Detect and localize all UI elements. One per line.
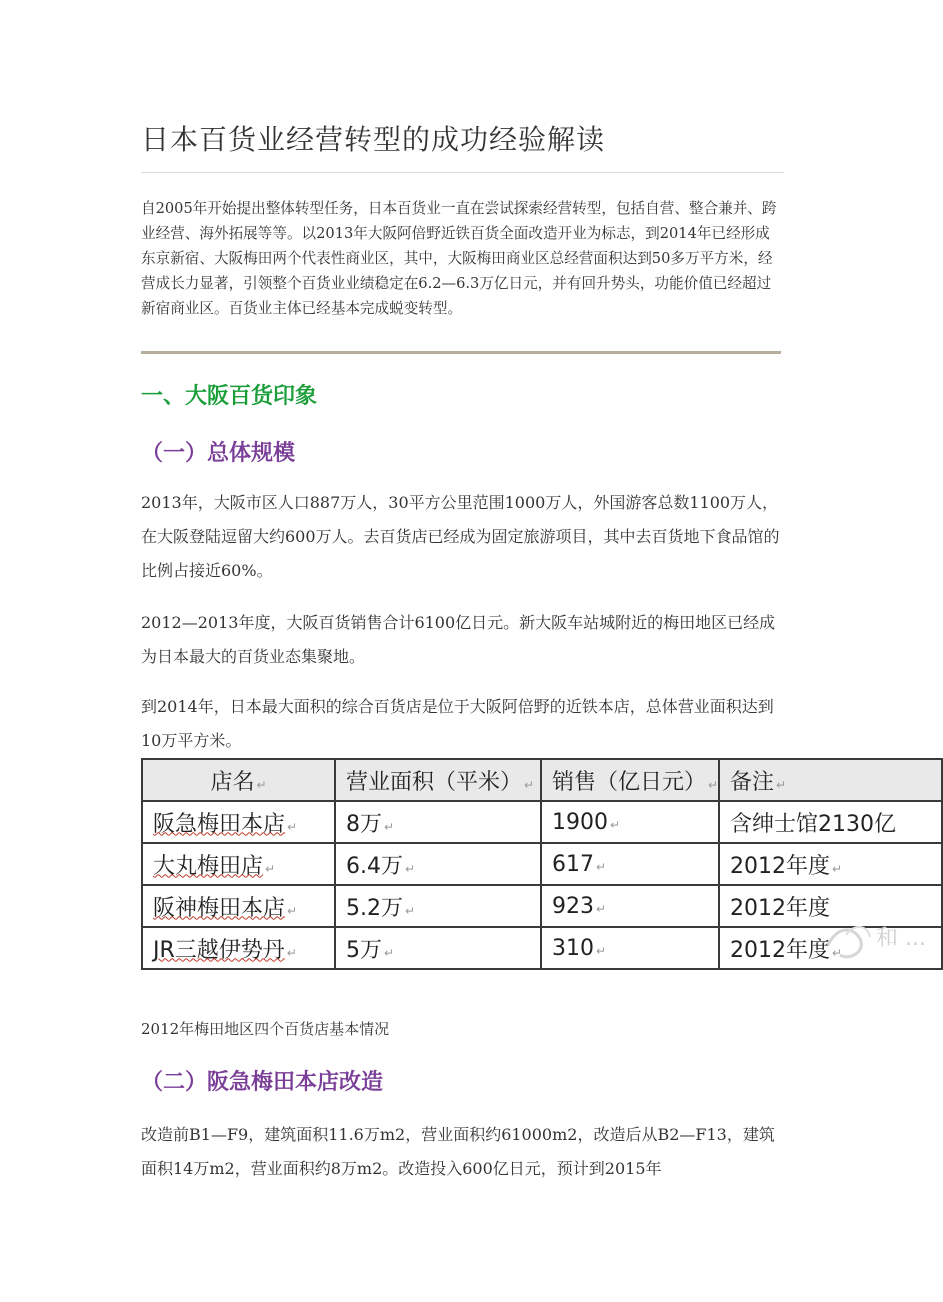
cell-store-name: 大丸梅田店 ↵ (142, 843, 335, 885)
cell-sales: 1900 ↵ (541, 801, 719, 843)
header-cell-remarks: 备注 ↵ (719, 759, 942, 801)
cell-remarks: 2012年度 (719, 885, 942, 927)
watermark-text: 和 ... (876, 926, 926, 951)
paragraph-sales: 2012—2013年度，大阪百货销售合计6100亿日元。新大阪车站城附近的梅田地区已经成为日本最大的百货业态集聚地。 (141, 613, 776, 666)
cell-floor-area: 5.2万 ↵ (335, 885, 541, 927)
cell-floor-area: 5万 ↵ (335, 927, 541, 969)
paragraph-renovation: 改造前B1—F9，建筑面积11.6万m2，营业面积约61000m2，改造后从B2—F13，建筑面积14万m2，营业面积约8万m2。改造投入600亿日元，预计到2015年 (141, 1125, 775, 1178)
header-cell-store-name: 店名 ↵ (142, 759, 335, 801)
paragraph-largest-store: 到2014年，日本最大面积的综合百货店是位于大阪阿倍野的近铁本店，总体营业面积达到10万平方米。 (141, 697, 774, 750)
cell-floor-area: 8万 ↵ (335, 801, 541, 843)
table-row (142, 843, 942, 885)
table-caption: 2012年梅田地区四个百货店基本情况 (141, 1020, 390, 1038)
table-header-row (142, 759, 942, 801)
paragraph-population: 2013年，大阪市区人口887万人，30平方公里范围1000万人，外国游客总数1100万人，在大阪登陆逗留大约600万人。去百货店已经成为固定旅游项目，其中去百货地下食品馆的比例占接近60%。 (141, 493, 780, 580)
cell-store-name: JR三越伊势丹 ↵ (142, 927, 335, 969)
cell-remarks: 2012年度 ↵ (719, 927, 942, 969)
cell-sales: 310 ↵ (541, 927, 719, 969)
table-row (142, 801, 942, 843)
store-table-image (141, 758, 920, 974)
section-divider (141, 351, 781, 354)
header-cell-floor-area: 营业面积（平米） ↵ (335, 759, 541, 801)
page-title: 日本百货业经营转型的成功经验解读 (141, 123, 606, 156)
subheading-hankyu-renovation: （二）阪急梅田本店改造 (141, 1069, 384, 1095)
title-divider (141, 172, 784, 173)
header-cell-sales: 销售（亿日元） ↵ (541, 759, 719, 801)
cell-sales: 923 ↵ (541, 885, 719, 927)
subheading-overall-scale: （一）总体规模 (141, 440, 296, 466)
cell-floor-area: 6.4万 ↵ (335, 843, 541, 885)
cell-remarks: 含绅士馆2130亿 (719, 801, 942, 843)
watermark-logo (820, 905, 926, 975)
cell-store-name: 阪神梅田本店 ↵ (142, 885, 335, 927)
cell-remarks: 2012年度 ↵ (719, 843, 942, 885)
cell-store-name: 阪急梅田本店 ↵ (142, 801, 335, 843)
cell-sales: 617 ↵ (541, 843, 719, 885)
section-heading-osaka: 一、大阪百货印象 (141, 383, 318, 409)
intro-paragraph: 自2005年开始提出整体转型任务，日本百货业一直在尝试探索经营转型，包括自营、整合兼并、跨业经营、海外拓展等等。以2013年大阪阿倍野近铁百货全面改造开业为标志，到2014年已经形成东京新宿、大阪梅田两个代表性商业区，其中，大阪梅田商业区总经营面积达到50多万平方米，经营成长力显著，引领整个百货业业绩稳定在6.2—6.3万亿日元，并有回升势头，功能价值已经超过新宿商业区。百货业主体已经基本完成蜕变转型。 (141, 200, 777, 317)
